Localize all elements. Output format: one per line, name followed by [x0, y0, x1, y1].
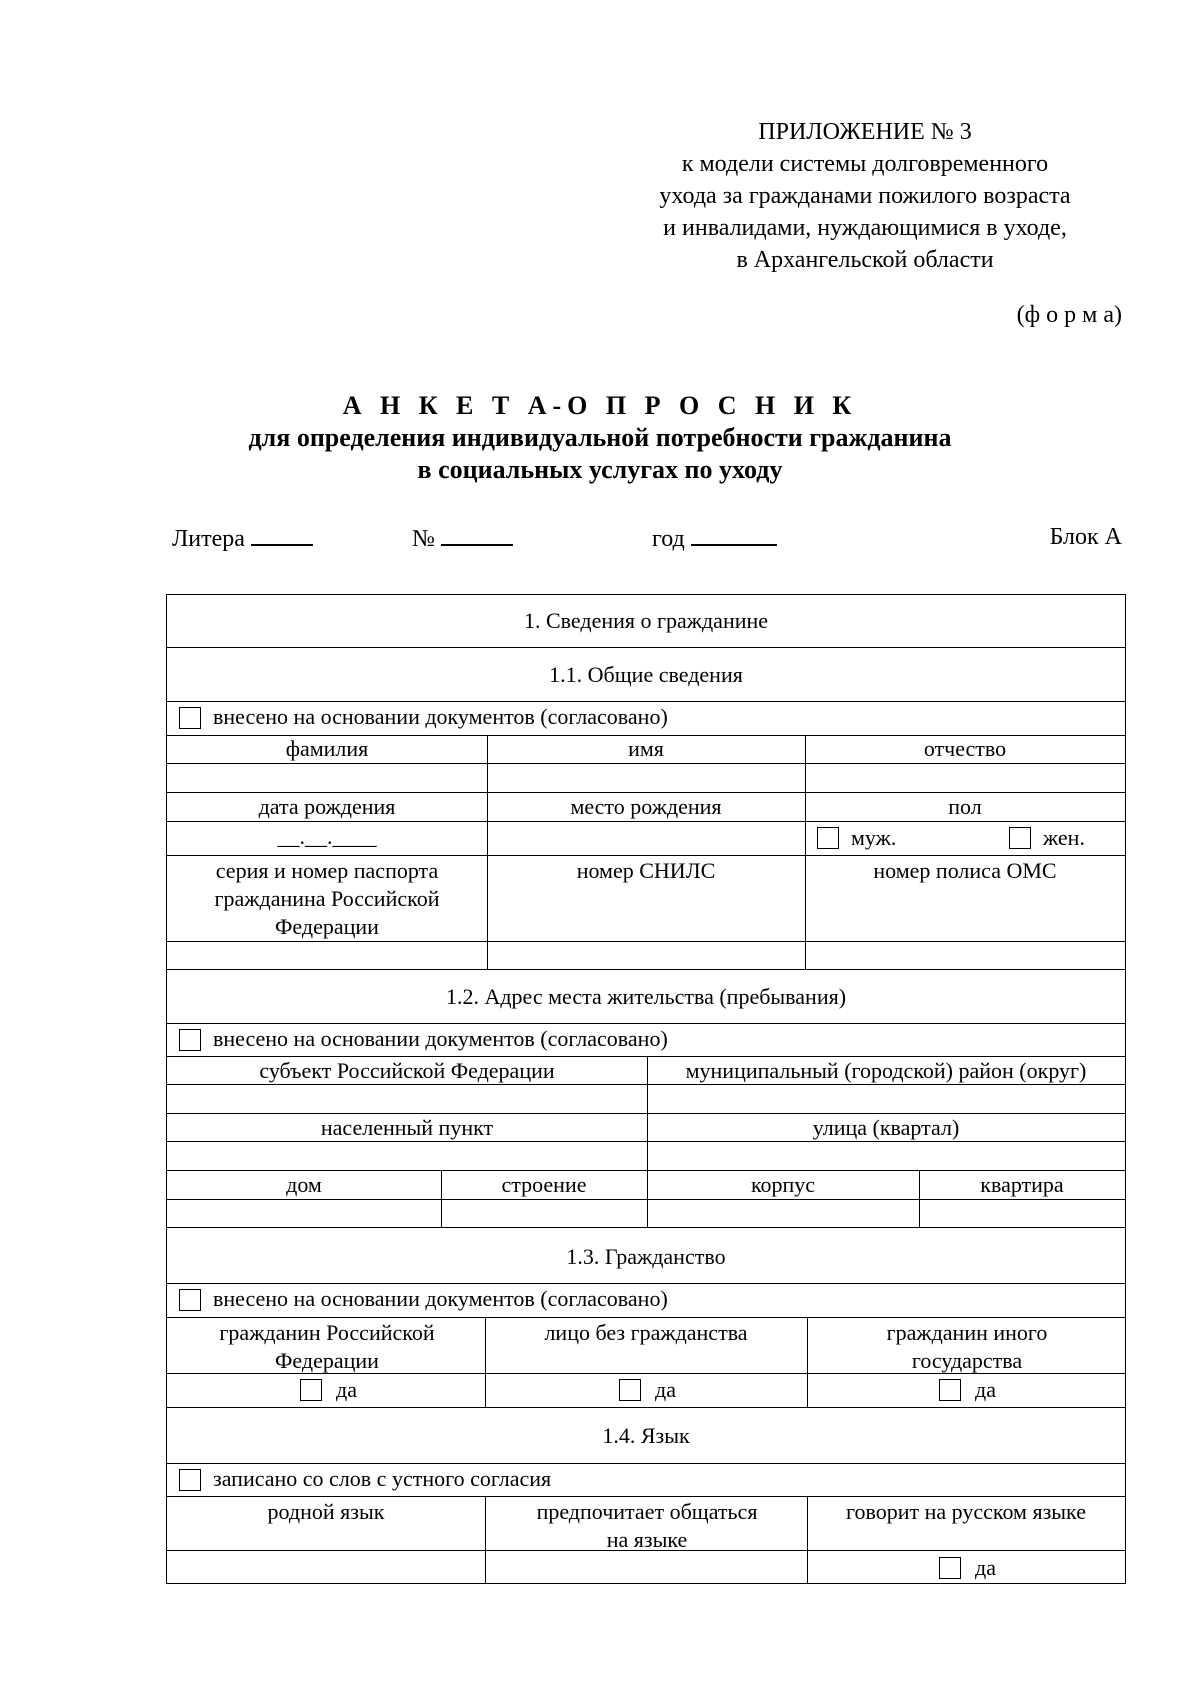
female-label: жен. — [1043, 825, 1085, 850]
apartment-label: квартира — [980, 1172, 1064, 1197]
docs-checkbox-1-2[interactable] — [179, 1029, 201, 1051]
litera-blank[interactable] — [251, 524, 313, 546]
oral-consent-label: записано со слов с устного согласия — [213, 1466, 552, 1491]
title-line-3: в социальных услугах по уходу — [417, 455, 783, 484]
rf-citizen-checkbox[interactable] — [300, 1379, 322, 1401]
appendix-line: ПРИЛОЖЕНИЕ № 3 — [758, 119, 972, 145]
docs-label-1-3: внесено на основании документов (согласовано) — [213, 1286, 668, 1311]
house-label: дом — [286, 1172, 322, 1197]
sex-label: пол — [948, 794, 982, 819]
birth-date-label: дата рождения — [258, 794, 396, 819]
stateless-checkbox[interactable] — [619, 1379, 641, 1401]
birth-date-mask[interactable]: __.__.____ — [277, 824, 377, 849]
district-label: муниципальный (городской) район (округ) — [685, 1058, 1087, 1083]
title-line-2: для определения индивидуальной потребности гражданина — [248, 423, 952, 452]
passport-label: серия и номер паспорта гражданина Российской Федерации — [214, 858, 440, 939]
settlement-label: населенный пункт — [320, 1115, 494, 1140]
section-1-heading: 1. Сведения о гражданине — [523, 608, 769, 633]
citizen-info-table — [166, 594, 1126, 1584]
oral-consent-checkbox[interactable] — [179, 1469, 201, 1491]
form-note: (ф о р м а) — [1016, 302, 1122, 328]
stateless-label: лицо без гражданства — [544, 1320, 748, 1345]
oms-label: номер полиса ОМС — [873, 858, 1057, 883]
appendix-line: и инвалидами, нуждающимися в уходе, — [663, 215, 1067, 241]
rf-citizen-yes: да — [336, 1377, 357, 1402]
appendix-header — [605, 116, 1125, 276]
russian-speaking-checkbox[interactable] — [939, 1557, 961, 1579]
litera-field[interactable] — [172, 524, 313, 552]
number-label: № — [412, 526, 435, 552]
appendix-line: ухода за гражданами пожилого возраста — [659, 183, 1071, 209]
title-line-1: А Н К Е Т А-О П Р О С Н И К — [342, 391, 858, 420]
year-blank[interactable] — [691, 524, 777, 546]
birth-place-label: место рождения — [570, 794, 722, 819]
document-title — [0, 390, 1200, 486]
building-label: строение — [501, 1172, 587, 1197]
appendix-line: к модели системы долговременного — [681, 151, 1049, 177]
female-checkbox[interactable] — [1009, 827, 1031, 849]
russian-speaking-label: говорит на русском языке — [846, 1499, 1086, 1524]
docs-checkbox-1-3[interactable] — [179, 1289, 201, 1311]
foreign-citizen-label: гражданин иного государства — [886, 1320, 1048, 1373]
patronymic-label: отчество — [923, 736, 1007, 761]
foreign-citizen-yes: да — [975, 1377, 996, 1402]
corpus-label: корпус — [750, 1172, 816, 1197]
male-label: муж. — [851, 825, 897, 850]
surname-label: фамилия — [285, 736, 369, 761]
preferred-language-label: предпочитает общаться на языке — [536, 1499, 758, 1552]
docs-checkbox-1-1[interactable] — [179, 707, 201, 729]
section-1-1-heading: 1.1. Общие сведения — [549, 662, 743, 687]
native-language-label: родной язык — [267, 1499, 385, 1524]
year-label: год — [652, 526, 685, 552]
block-label: Блок А — [1049, 524, 1122, 550]
stateless-yes: да — [655, 1377, 676, 1402]
male-checkbox[interactable] — [817, 827, 839, 849]
name-label: имя — [628, 736, 664, 761]
docs-label-1-1: внесено на основании документов (согласовано) — [213, 704, 668, 729]
subject-label: субъект Российской Федерации — [259, 1058, 555, 1083]
street-label: улица (квартал) — [812, 1115, 960, 1140]
foreign-citizen-checkbox[interactable] — [939, 1379, 961, 1401]
rf-citizen-label: гражданин Российской Федерации — [219, 1320, 435, 1373]
section-1-4-heading: 1.4. Язык — [602, 1423, 690, 1448]
year-field[interactable] — [652, 524, 777, 552]
docs-label-1-2: внесено на основании документов (согласовано) — [213, 1026, 668, 1051]
section-1-3-heading: 1.3. Гражданство — [566, 1244, 726, 1269]
number-blank[interactable] — [441, 524, 513, 546]
snils-label: номер СНИЛС — [576, 858, 716, 883]
section-1-2-heading: 1.2. Адрес места жительства (пребывания) — [445, 984, 847, 1009]
appendix-line: в Архангельской области — [736, 247, 994, 273]
litera-label: Литера — [172, 526, 245, 552]
number-field[interactable] — [412, 524, 513, 552]
russian-speaking-yes: да — [975, 1555, 996, 1580]
